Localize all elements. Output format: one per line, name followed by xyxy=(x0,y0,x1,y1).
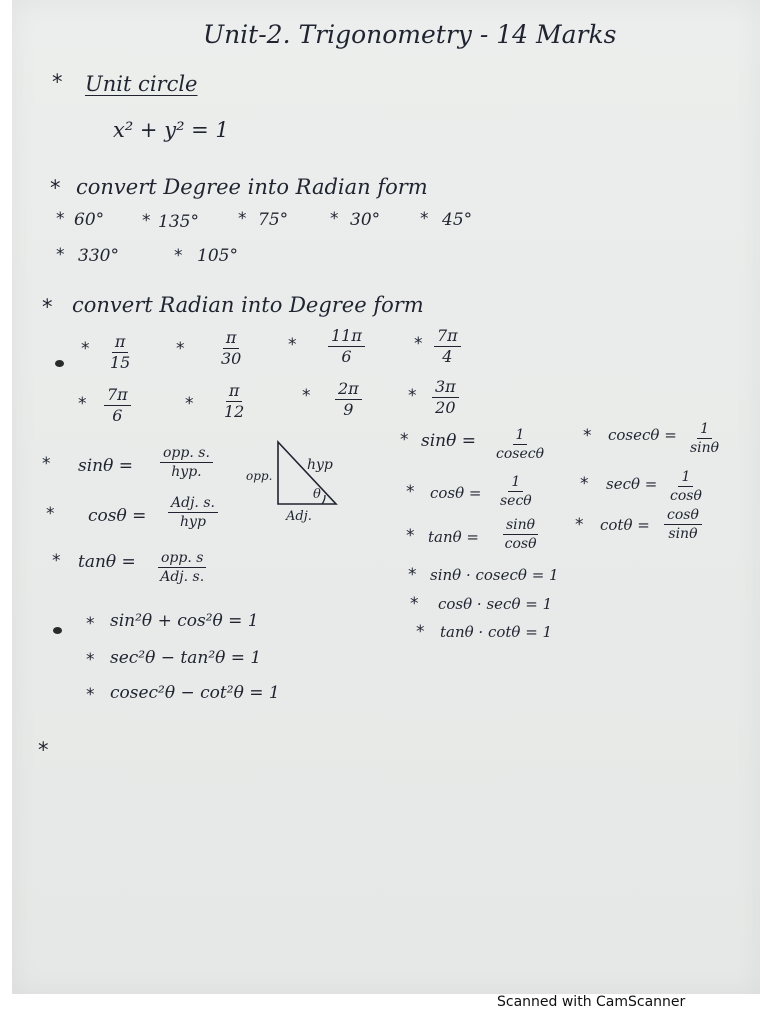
triangle-hyp-label: hyp xyxy=(307,457,333,473)
ratio-lhs: cosθ = xyxy=(88,506,147,526)
deg-item: 330° xyxy=(78,246,119,266)
reciprocal-fraction xyxy=(500,475,532,508)
fraction-denominator: 15 xyxy=(110,353,131,372)
fraction-denominator: 6 xyxy=(112,406,123,425)
fraction-denominator: cosecθ xyxy=(496,446,545,462)
rad-fraction xyxy=(335,381,362,418)
fraction-denominator: 30 xyxy=(221,349,242,368)
bullet-star: * xyxy=(420,209,429,229)
bullet-star: * xyxy=(185,394,194,414)
bullet-star: * xyxy=(408,386,417,406)
bullet-star: * xyxy=(302,386,311,406)
fraction-denominator: hyp. xyxy=(171,464,202,480)
reciprocal-lhs: secθ = xyxy=(606,475,658,493)
fraction-numerator: 11π xyxy=(328,328,365,347)
fraction-denominator: sinθ xyxy=(690,440,720,456)
pythagorean-identity: sec²θ − tan²θ = 1 xyxy=(110,648,262,668)
fraction-denominator: 9 xyxy=(343,400,354,419)
deg-item: 60° xyxy=(74,210,105,230)
bullet-star: * xyxy=(78,394,87,414)
bullet-star: * xyxy=(416,622,425,642)
fraction-denominator: 12 xyxy=(224,402,245,421)
bullet-star: * xyxy=(56,209,65,229)
bullet-star: * xyxy=(408,565,417,585)
unit-circle-equation: x² + y² = 1 xyxy=(113,118,229,142)
product-identity: sinθ · cosecθ = 1 xyxy=(430,566,559,584)
deg-item: 105° xyxy=(197,246,238,266)
reciprocal-fraction xyxy=(664,508,702,541)
bullet-star: * xyxy=(86,614,95,634)
bullet-star: * xyxy=(142,211,151,231)
reciprocal-lhs: cosθ = xyxy=(430,484,482,502)
unit-circle-heading: Unit circle xyxy=(85,72,198,96)
fraction-denominator: Adj. s. xyxy=(160,569,205,585)
ratio-lhs: tanθ = xyxy=(78,552,136,572)
ratio-fraction xyxy=(168,496,218,529)
bullet-star: * xyxy=(81,339,90,359)
rad-fraction xyxy=(110,334,130,371)
page-title: Unit-2. Trigonometry - 14 Marks xyxy=(203,20,617,49)
fraction-numerator: opp. s. xyxy=(160,446,213,463)
reciprocal-fraction xyxy=(690,422,719,455)
fraction-denominator: 4 xyxy=(442,347,453,366)
deg-item: 135° xyxy=(158,212,199,232)
fraction-numerator: 1 xyxy=(513,428,528,445)
reciprocal-fraction xyxy=(670,470,702,503)
bullet-star: * xyxy=(52,70,63,94)
fraction-denominator: cosθ xyxy=(670,488,702,504)
fraction-numerator: 7π xyxy=(104,387,131,406)
bullet-star: * xyxy=(42,454,51,474)
bullet-star: * xyxy=(56,245,65,265)
bullet-star: * xyxy=(52,551,61,571)
fraction-denominator: cosθ xyxy=(504,536,537,552)
triangle-adj-label: Adj. xyxy=(286,509,312,524)
bullet-star: * xyxy=(583,426,592,446)
bullet-star: * xyxy=(330,209,339,229)
camscanner-watermark: Scanned with CamScanner xyxy=(497,994,686,1010)
rad-to-deg-heading: convert Radian into Degree form xyxy=(72,293,424,317)
reciprocal-fraction xyxy=(503,518,538,551)
fraction-denominator: sinθ xyxy=(668,526,698,542)
fraction-numerator: 3π xyxy=(432,379,459,398)
pythagorean-identity: sin²θ + cos²θ = 1 xyxy=(110,611,259,631)
fraction-numerator: cosθ xyxy=(664,508,702,525)
fraction-numerator: 1 xyxy=(678,470,693,487)
reciprocal-lhs: cosecθ = xyxy=(608,426,677,444)
deg-to-rad-heading: convert Degree into Radian form xyxy=(76,175,428,199)
reciprocal-fraction xyxy=(496,428,544,461)
reciprocal-lhs: tanθ = xyxy=(428,528,479,546)
rad-fraction xyxy=(104,387,131,424)
fraction-numerator: π xyxy=(226,383,243,402)
fraction-numerator: 1 xyxy=(697,422,712,439)
triangle-outline xyxy=(278,442,336,504)
fraction-denominator: secθ xyxy=(500,493,532,509)
bullet-star: * xyxy=(288,335,297,355)
fraction-numerator: 2π xyxy=(335,381,362,400)
bullet-star: * xyxy=(406,482,415,502)
bullet-star: * xyxy=(238,209,247,229)
fraction-numerator: opp. s xyxy=(158,551,206,568)
deg-item: 30° xyxy=(350,210,381,230)
triangle-angle-label: θ xyxy=(313,487,321,502)
bullet-star: * xyxy=(42,295,53,319)
bullet-star: * xyxy=(414,334,423,354)
product-identity: cosθ · secθ = 1 xyxy=(438,595,553,613)
bullet-star: * xyxy=(86,685,95,705)
triangle-opp-label: opp. xyxy=(246,469,273,483)
fraction-denominator: hyp xyxy=(180,514,206,530)
fraction-denominator: 20 xyxy=(435,398,456,417)
bullet-star: * xyxy=(86,650,95,670)
rad-fraction xyxy=(328,328,365,365)
fraction-denominator: 6 xyxy=(341,347,352,366)
rad-fraction xyxy=(221,330,241,367)
ratio-fraction xyxy=(158,551,206,584)
fraction-numerator: 7π xyxy=(434,328,461,347)
bullet-star: * xyxy=(176,339,185,359)
ratio-fraction xyxy=(160,446,213,479)
reciprocal-lhs: sinθ = xyxy=(421,431,476,451)
product-identity: tanθ · cotθ = 1 xyxy=(440,623,553,641)
bullet-star: * xyxy=(174,246,183,266)
bullet-star: * xyxy=(46,504,55,524)
margin-dot xyxy=(53,627,62,634)
pythagorean-identity: cosec²θ − cot²θ = 1 xyxy=(110,683,280,703)
reciprocal-lhs: cotθ = xyxy=(600,516,650,534)
bullet-star: * xyxy=(38,738,49,762)
bullet-star: * xyxy=(575,515,584,535)
bullet-star: * xyxy=(410,594,419,614)
bullet-star: * xyxy=(400,430,409,450)
rad-fraction xyxy=(224,383,244,420)
fraction-numerator: π xyxy=(223,330,240,349)
bullet-star: * xyxy=(50,176,61,200)
margin-dot xyxy=(55,360,64,367)
bullet-star: * xyxy=(580,474,589,494)
deg-item: 45° xyxy=(442,210,473,230)
fraction-numerator: Adj. s. xyxy=(168,496,218,513)
fraction-numerator: π xyxy=(112,334,129,353)
ratio-lhs: sinθ = xyxy=(78,456,133,476)
fraction-numerator: 1 xyxy=(508,475,523,492)
angle-arc xyxy=(322,495,325,504)
rad-fraction xyxy=(434,328,461,365)
deg-item: 75° xyxy=(258,210,289,230)
rad-fraction xyxy=(432,379,459,416)
bullet-star: * xyxy=(406,526,415,546)
fraction-numerator: sinθ xyxy=(503,518,538,535)
notebook-page xyxy=(12,0,760,994)
